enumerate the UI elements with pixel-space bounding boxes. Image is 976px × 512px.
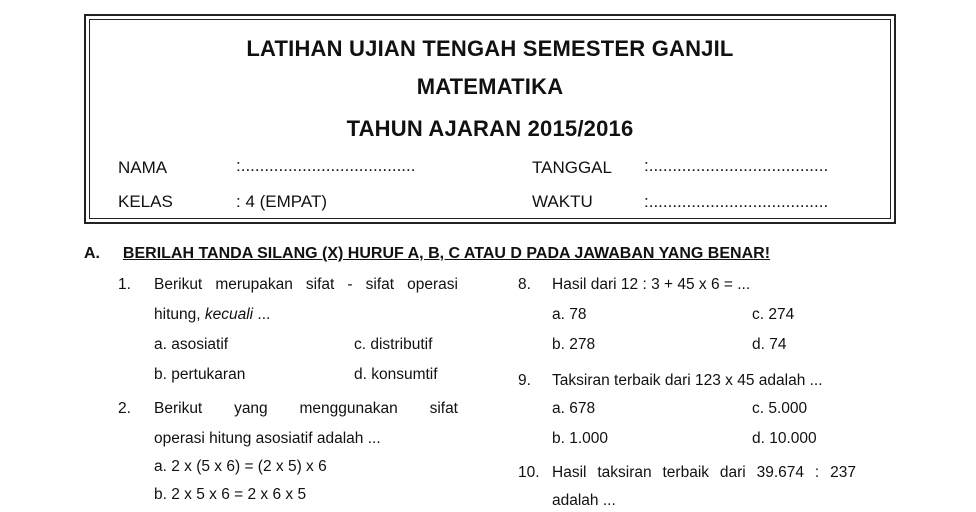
q10-word: dari [719, 464, 746, 481]
q9-option-c[interactable]: c. 5.000 [752, 400, 808, 417]
question-10-line-1 [552, 464, 856, 482]
q1-option-a[interactable]: a. asosiatif [154, 336, 229, 353]
q1-word: sifat [305, 276, 335, 293]
question-1-line-2 [154, 306, 270, 324]
q10-word: 237 [830, 464, 856, 481]
question-2-number: 2. [118, 400, 131, 417]
q8-option-b[interactable]: b. 278 [552, 336, 596, 353]
q10-word: Hasil [552, 464, 587, 481]
question-10-number: 10. [518, 464, 540, 481]
q1-word: operasi [407, 276, 458, 293]
subject-title: MATEMATIKA [416, 74, 564, 99]
q1-option-d[interactable]: d. konsumtif [354, 366, 438, 383]
question-2-line-2: operasi hitung asosiatif adalah ... [154, 430, 381, 447]
q8-option-c[interactable]: c. 274 [752, 306, 795, 323]
waktu-label: WAKTU [532, 192, 593, 211]
question-9-number: 9. [518, 372, 531, 389]
q10-word: : [814, 464, 820, 481]
q1-word: Berikut [154, 276, 203, 293]
question-10-line-2: adalah ... [552, 492, 616, 509]
q1-line2-italic: kecuali [204, 306, 254, 323]
q1-line2-c: ... [257, 306, 271, 323]
question-8-number: 8. [518, 276, 531, 293]
q2-word: menggunakan [299, 400, 398, 417]
q2-option-b[interactable]: b. 2 x 5 x 6 = 2 x 6 x 5 [154, 486, 307, 503]
question-2-line-1 [154, 400, 458, 418]
q1-word: sifat [365, 276, 395, 293]
q9-option-d[interactable]: d. 10.000 [752, 430, 817, 447]
q2-word: yang [234, 400, 268, 417]
q8-option-a[interactable]: a. 78 [552, 306, 587, 323]
q10-word: terbaik [662, 464, 710, 481]
question-1-line-1 [154, 276, 458, 294]
nama-field[interactable]: :..................................... [236, 156, 416, 175]
kelas-label: KELAS [118, 192, 173, 211]
question-8-text: Hasil dari 12 : 3 + 45 x 6 = ... [552, 276, 751, 293]
q9-option-a[interactable]: a. 678 [552, 400, 596, 417]
question-1-number: 1. [118, 276, 131, 293]
q1-option-c[interactable]: c. distributif [354, 336, 433, 353]
section-letter: A. [84, 245, 100, 262]
kelas-value: : 4 (EMPAT) [236, 192, 327, 211]
question-9-text: Taksiran terbaik dari 123 x 45 adalah ... [552, 372, 823, 389]
q1-word: - [347, 276, 353, 293]
exam-title: LATIHAN UJIAN TENGAH SEMESTER GANJIL [246, 36, 734, 61]
q10-word: 39.674 [756, 464, 805, 481]
q2-option-a[interactable]: a. 2 x (5 x 6) = (2 x 5) x 6 [154, 458, 327, 475]
section-instruction-text: BERILAH TANDA SILANG (X) HURUF A, B, C ATAU D PADA JAWABAN YANG BENAR! [122, 245, 771, 262]
tanggal-label: TANGGAL [532, 158, 612, 177]
q1-word: merupakan [215, 276, 293, 293]
header-box [84, 14, 896, 224]
nama-label: NAMA [118, 158, 168, 177]
q2-word: sifat [429, 400, 458, 417]
q9-option-b[interactable]: b. 1.000 [552, 430, 609, 447]
q1-line2-a: hitung, [154, 306, 201, 323]
q2-word: Berikut [154, 400, 203, 417]
q10-word: taksiran [597, 464, 652, 481]
q1-option-b[interactable]: b. pertukaran [154, 366, 246, 383]
waktu-field[interactable]: :...................................... [644, 192, 829, 211]
section-instruction [84, 245, 770, 263]
q8-option-d[interactable]: d. 74 [752, 336, 787, 353]
tanggal-field[interactable]: :...................................... [644, 156, 829, 175]
academic-year-title: TAHUN AJARAN 2015/2016 [346, 116, 634, 141]
